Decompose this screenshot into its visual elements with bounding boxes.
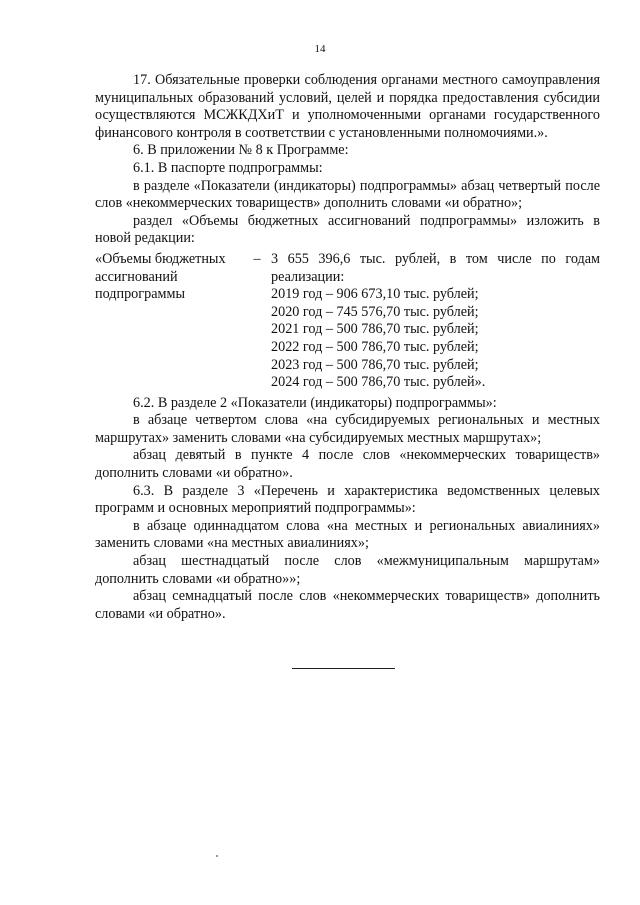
funding-year-2020: 2020 год – 745 576,70 тыс. рублей; <box>271 303 479 320</box>
funding-block <box>95 251 600 392</box>
paragraph-6-1: 6.1. В паспорте подпрограммы: <box>133 159 323 176</box>
paragraph-appendix-8: 6. В приложении № 8 к Программе: <box>133 142 349 159</box>
funding-label-line: «Объемы бюджетных <box>95 250 226 267</box>
paragraph-eleventh-abzac: в абзаце одиннадцатом слова «на местных и региональных авиалиниях» заменить словами «на местных авиалиниях»; <box>95 517 600 552</box>
paragraph-fourth-abzac: в абзаце четвертом слова «на субсидируемых региональных и местных маршрутах» заменить словами «на субсидируемых местных маршрутах»; <box>95 412 600 446</box>
paragraph-check-clause: 17. Обязательные проверки соблюдения органами местного самоуправления муниципальных образований условий, целей и порядка предоставления субсидии осуществляются МСЖКДХиТ и уполномоченными органами государственного финансового контроля в соответствии с установленными полномочиями.». <box>95 72 600 141</box>
paragraph-budget-section: раздел «Объемы бюджетных ассигнований подпрограммы» изложить в новой редакции: <box>95 212 600 247</box>
funding-year-2024: 2024 год – 500 786,70 тыс. рублей». <box>271 374 486 391</box>
paragraph-seventeenth-abzac: абзац семнадцатый после слов «некоммерческих товариществ» дополнить словами «и обратно». <box>95 588 600 622</box>
funding-year-2021: 2021 год – 500 786,70 тыс. рублей; <box>271 321 479 338</box>
funding-dash: – <box>253 250 261 267</box>
funding-year-2023: 2023 год – 500 786,70 тыс. рублей; <box>271 356 479 373</box>
paragraph-6-3: 6.3. В разделе 3 «Перечень и характеристика ведомственных целевых программ и основных мероприятий подпрограммы»: <box>95 482 600 517</box>
page-number: 14 <box>314 43 326 55</box>
scan-speck <box>216 855 218 857</box>
paragraph-ninth-abzac: абзац девятый в пункте 4 после слов «некоммерческих товариществ» дополнить словами «и обратно». <box>95 447 600 482</box>
funding-year-2022: 2022 год – 500 786,70 тыс. рублей; <box>271 338 479 355</box>
funding-values <box>271 251 600 392</box>
paragraph-sixteenth-abzac: абзац шестнадцатый после слов «межмуниципальным маршрутам» дополнить словами «и обратно»»; <box>95 553 600 587</box>
funding-label-line: ассигнований <box>95 268 178 285</box>
document-body <box>95 72 600 623</box>
paragraph-indicators-section: в разделе «Показатели (индикаторы) подпрограммы» абзац четвертый после слов «некоммерческих товариществ» дополнить словами «и обратно»; <box>95 177 600 212</box>
paragraph-6-2: 6.2. В разделе 2 «Показатели (индикаторы) подпрограммы»: <box>133 394 497 411</box>
end-divider <box>292 668 395 669</box>
funding-label <box>95 251 243 392</box>
funding-label-line: подпрограммы <box>95 286 185 303</box>
funding-year-2019: 2019 год – 906 673,10 тыс. рублей; <box>271 286 479 303</box>
funding-total: 3 655 396,6 тыс. рублей, в том числе по годам реализации: <box>271 250 600 285</box>
